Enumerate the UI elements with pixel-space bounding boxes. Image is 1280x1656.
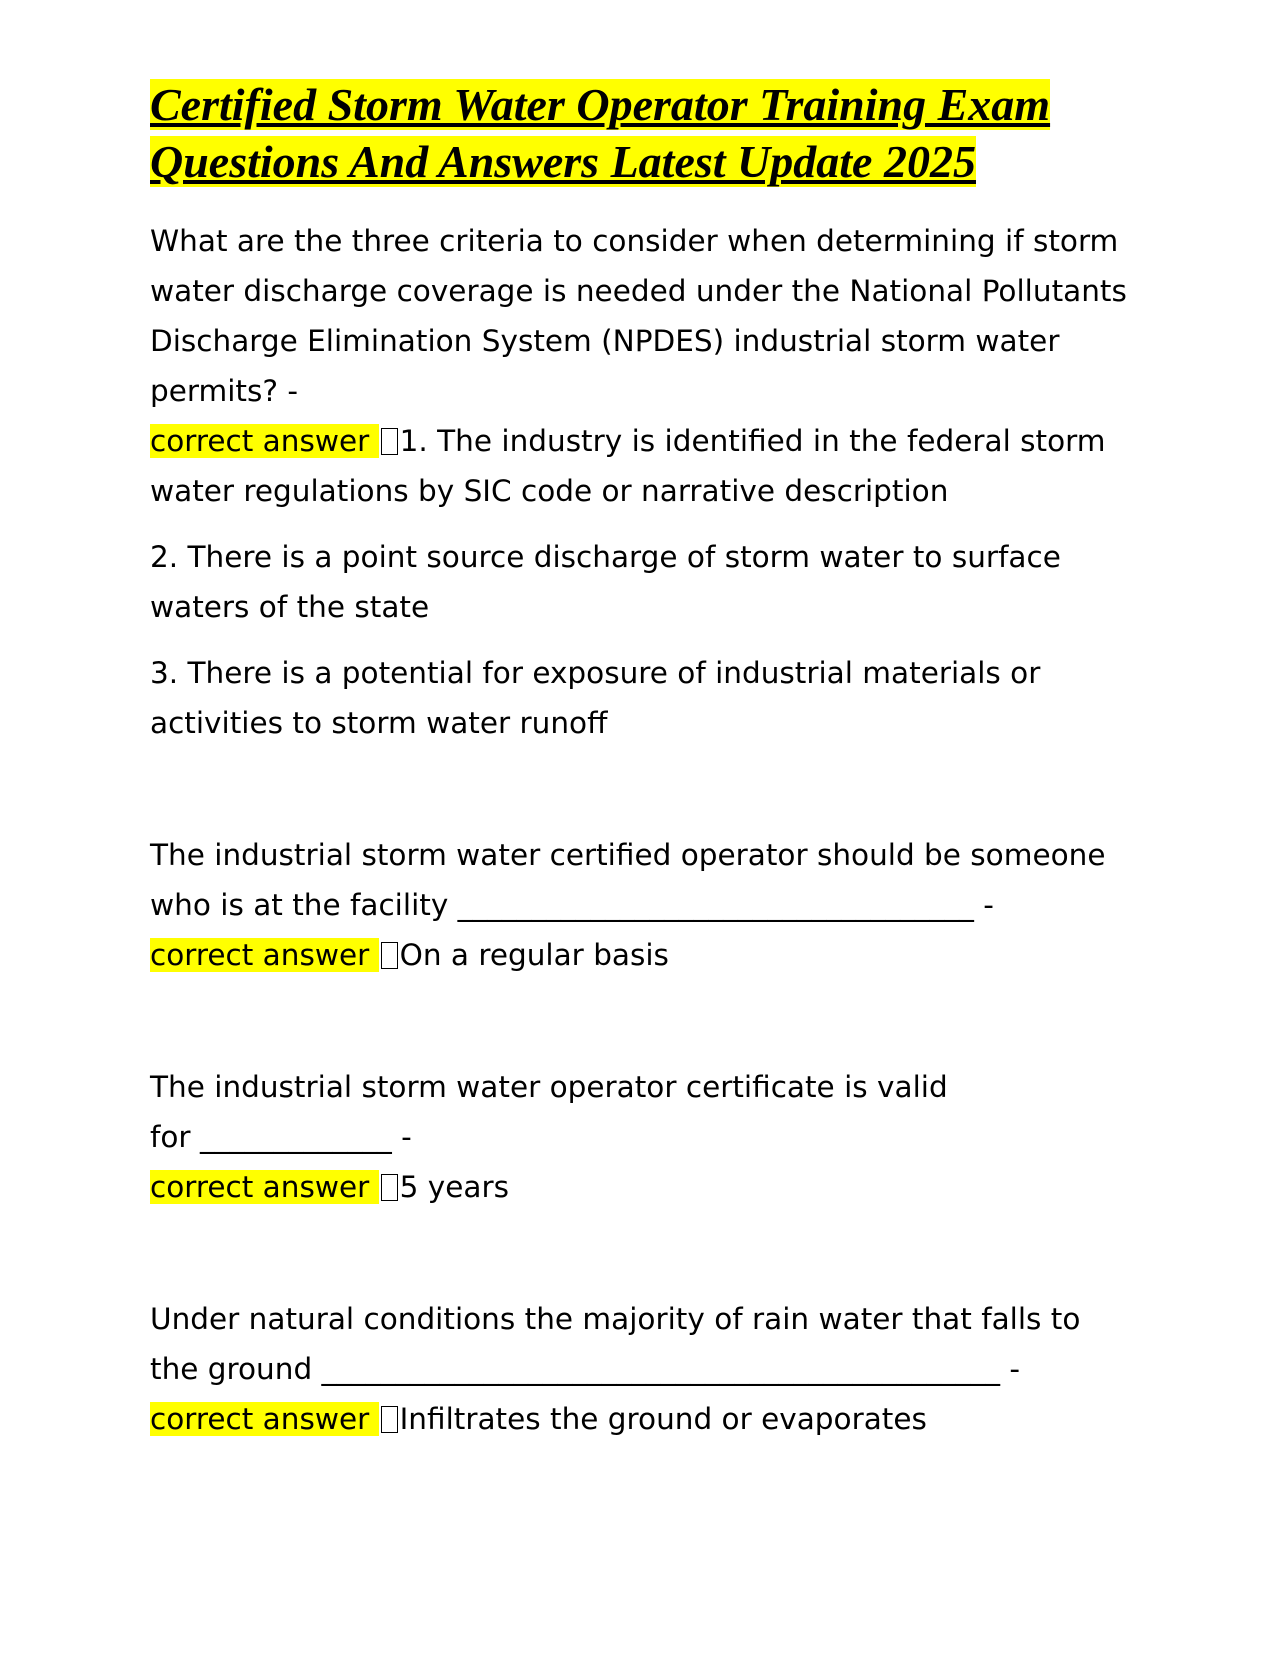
- answer-line: [150, 930, 1130, 980]
- answer-text: On a regular basis: [399, 938, 669, 972]
- answer-line: [150, 1394, 1130, 1444]
- question-text: The industrial storm water certified operator should be someone who is at the facility ___________________________________ -: [150, 838, 1106, 922]
- answer-text: Infiltrates the ground or evaporates: [399, 1402, 927, 1436]
- qa-item: [150, 830, 1130, 980]
- answer-text: 1. The industry is identified in the federal storm water regulations by SIC code or narrative description: [150, 424, 1106, 508]
- question-text: Under natural conditions the majority of rain water that falls to the ground ______________________________________________ -: [150, 1302, 1081, 1386]
- answer-line: [150, 1162, 1130, 1212]
- answer-label: correct answer: [150, 424, 379, 458]
- checkbox-glyph-icon: [381, 428, 398, 455]
- answer-extra: 3. There is a potential for exposure of industrial materials or activities to storm water runoff: [150, 656, 1041, 740]
- checkbox-glyph-icon: [381, 942, 398, 969]
- question-text: The industrial storm water operator certificate is valid for _____________ -: [150, 1070, 948, 1154]
- title-text: Certified Storm Water Operator Training Exam Questions And Answers Latest Update 2025: [150, 79, 1051, 187]
- answer-line: [150, 416, 1130, 516]
- qa-item: [150, 1294, 1130, 1444]
- answer-text: 5 years: [399, 1170, 509, 1204]
- checkbox-glyph-icon: [381, 1174, 398, 1201]
- qa-item: [150, 216, 1130, 748]
- qa-item: [150, 1062, 1130, 1212]
- answer-extra: 2. There is a point source discharge of storm water to surface waters of the state: [150, 540, 1061, 624]
- question-text: What are the three criteria to consider when determining if storm water discharge coverage is needed under the National Pollutants Discharge Elimination System (NPDES) industrial storm water permits? -: [150, 224, 1127, 408]
- answer-label: correct answer: [150, 938, 379, 972]
- document-page: [150, 76, 1130, 1444]
- document-title: [150, 76, 1130, 190]
- checkbox-glyph-icon: [381, 1406, 398, 1433]
- answer-label: correct answer: [150, 1402, 379, 1436]
- answer-label: correct answer: [150, 1170, 379, 1204]
